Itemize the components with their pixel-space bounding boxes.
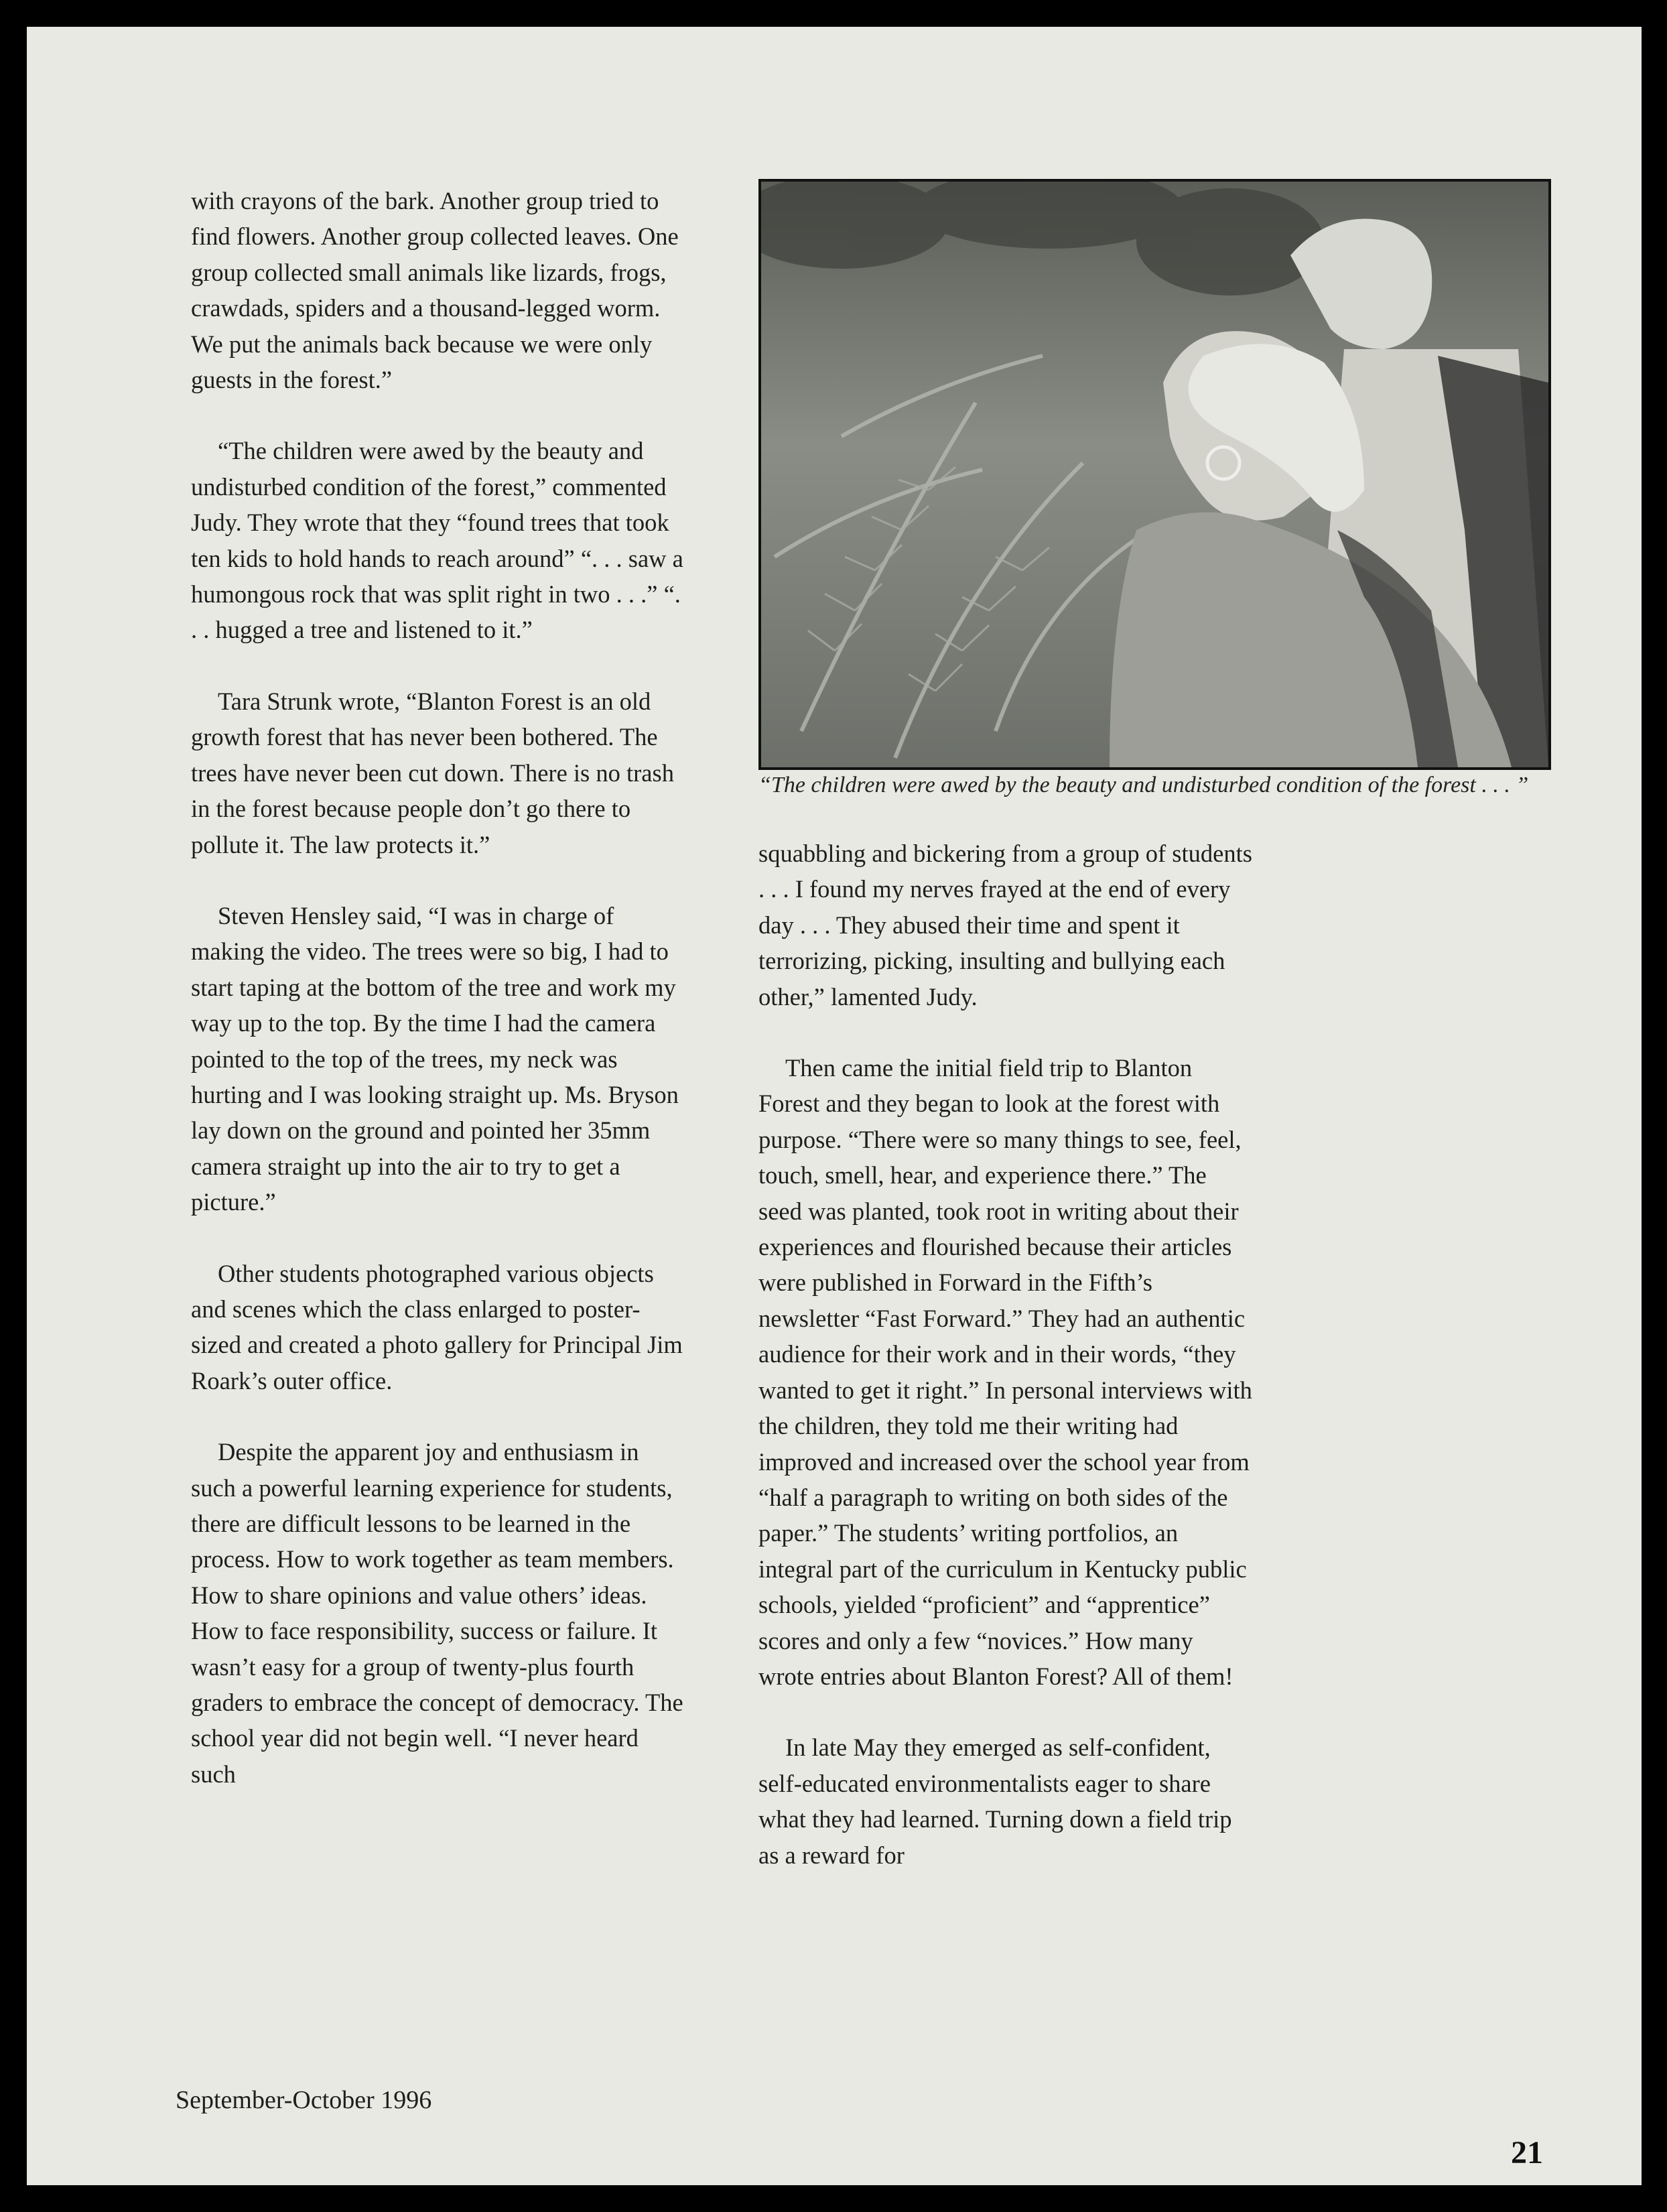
forest-photo (758, 179, 1551, 770)
left-paragraph-6: Despite the apparent joy and enthusiasm in such a powerful learning experience for students, there are difficult lessons to be learned in the process. How to work together as team members. How to share opinions and value others’ ideas. How to face responsibility, success or failure. It wasn’t easy for a group of twenty-plus fourth graders to embrace the concept of democracy. The school year did not begin well. “I never heard such (191, 1438, 683, 1788)
left-text-column (191, 183, 687, 1827)
right-paragraph-3: In late May they emerged as self-confident, self-educated environmentalists eager to share what they had learned. Turning down a field trip as a reward for (758, 1734, 1232, 1869)
issue-date: September-October 1996 (176, 2086, 432, 2114)
left-paragraph-2: “The children were awed by the beauty and undisturbed condition of the forest,” commented Judy. They wrote that they “found trees that took ten kids to hold hands to reach around” “. . . saw a humongous rock that was split right in two . . .” “. . . hugged a tree and listened to it.” (191, 437, 683, 644)
left-paragraph-1: with crayons of the bark. Another group tried to find flowers. Another group collected leaves. One group collected small animals like lizards, frogs, crawdads, spiders and a thousand-legged worm. We put the animals back because we were only guests in the forest.” (191, 187, 679, 394)
left-paragraph-5: Other students photographed various objects and scenes which the class enlarged to poster-sized and created a photo gallery for Principal Jim Roark’s outer office. (191, 1259, 683, 1394)
left-paragraph-4: Steven Hensley said, “I was in charge of making the video. The trees were so big, I had to start taping at the bottom of the tree and work my way up to the top. By the time I had the camera pointed to the top of the trees, my neck was hurting and I was looking straight up. Ms. Bryson lay down on the ground and pointed her 35mm camera straight up into the air to try to get a picture.” (191, 901, 679, 1216)
page-number: 21 (1511, 2135, 1543, 2170)
photo-caption: “The children were awed by the beauty and undisturbed condition of the forest . . . ” (758, 773, 1529, 797)
left-paragraph-3: Tara Strunk wrote, “Blanton Forest is an old growth forest that has never been bothered. The trees have never been cut down. There is no trash in the forest because people don’t go there to pollute it. The law protects it.” (191, 687, 674, 858)
right-paragraph-2: Then came the initial field trip to Blanton Forest and they began to look at the forest with purpose. “There were so many things to see, feel, touch, smell, hear, and experience there.” The seed was planted, took root in writing about their experiences and flourished because their articles were published in Forward in the Fifth’s newsletter “Fast Forward.” They had an authentic audience for their work and in their words, “they wanted to get it right.” In personal interviews with the children, they told me their writing had improved and increased over the school year from “half a paragraph to writing on both sides of the paper.” The students’ writing portfolios, an integral part of the curriculum in Kentucky public schools, yielded “proficient” and “apprentice” scores and only a few “novices.” How many wrote entries about Blanton Forest? All of them! (758, 1054, 1252, 1690)
magazine-page (27, 27, 1642, 2185)
forest-photo-image (761, 182, 1548, 767)
right-text-column (758, 836, 1254, 1908)
right-paragraph-1: squabbling and bickering from a group of students . . . I found my nerves frayed at the end of every day . . . They abused their time and spent it terrorizing, picking, insulting and bullying each other,” lamented Judy. (758, 840, 1252, 1011)
